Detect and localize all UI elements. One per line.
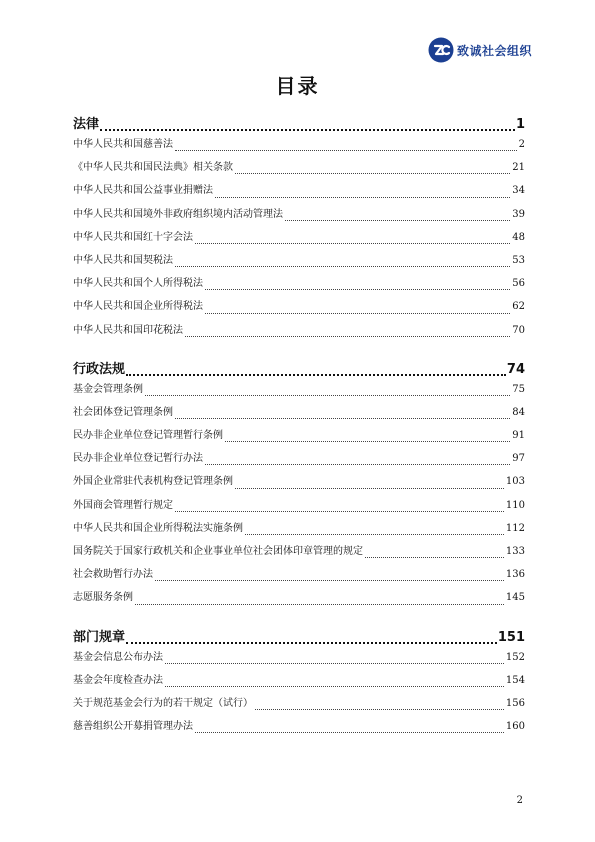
entry-title: 民办非企业单位登记暂行办法 xyxy=(73,453,203,465)
toc-entry[interactable] xyxy=(73,472,525,495)
entry-title: 基金会管理条例 xyxy=(73,383,143,395)
leader-dots xyxy=(255,709,504,710)
leader-dots xyxy=(215,197,510,198)
toc-entry[interactable] xyxy=(73,542,525,565)
entry-page: 75 xyxy=(512,383,525,395)
leader-dots xyxy=(205,313,510,314)
section-page: 74 xyxy=(506,361,525,377)
table-of-contents xyxy=(73,113,525,740)
leader-dots xyxy=(195,243,510,244)
section-page: 151 xyxy=(497,629,525,645)
entry-title: 中华人民共和国印花税法 xyxy=(73,324,183,336)
entry-title: 中华人民共和国企业所得税法 xyxy=(73,301,203,313)
toc-entry[interactable] xyxy=(73,426,525,449)
page-title: 目录 xyxy=(275,74,320,98)
leader-dots xyxy=(165,686,504,687)
entry-title: 中华人民共和国红十字会法 xyxy=(73,231,193,243)
entry-title: 志愿服务条例 xyxy=(73,592,133,604)
leader-dots xyxy=(165,663,504,664)
toc-section-heading[interactable] xyxy=(73,626,525,648)
leader-dots xyxy=(126,642,497,644)
entry-page: 154 xyxy=(505,674,525,686)
zc-logo-icon xyxy=(428,37,454,63)
toc-entry[interactable] xyxy=(73,496,525,519)
leader-dots xyxy=(205,289,510,290)
entry-page: 53 xyxy=(512,254,525,266)
toc-entry[interactable] xyxy=(73,519,525,542)
entry-title: 社会救助暂行办法 xyxy=(73,569,153,581)
toc-section-heading[interactable] xyxy=(73,358,525,380)
entry-page: 48 xyxy=(512,231,525,243)
toc-entry[interactable] xyxy=(73,274,525,297)
section-title: 法律 xyxy=(73,117,100,132)
entry-page: 160 xyxy=(505,721,525,733)
entry-page: 110 xyxy=(505,499,525,511)
toc-entry[interactable] xyxy=(73,694,525,717)
entry-page: 84 xyxy=(512,406,525,418)
entry-page: 152 xyxy=(505,651,525,663)
entry-page: 34 xyxy=(512,185,525,197)
section-gap xyxy=(73,344,525,358)
page-number: 2 xyxy=(516,795,523,806)
section-page: 1 xyxy=(515,117,525,132)
leader-dots xyxy=(245,534,504,535)
toc-entry[interactable] xyxy=(73,403,525,426)
leader-dots xyxy=(235,488,504,489)
entry-page: 156 xyxy=(505,697,525,709)
entry-title: 中华人民共和国企业所得税法实施条例 xyxy=(73,522,243,534)
section-title: 部门规章 xyxy=(73,629,126,645)
leader-dots xyxy=(185,336,510,337)
leader-dots xyxy=(235,173,510,174)
leader-dots xyxy=(225,441,510,442)
entry-title: 中华人民共和国公益事业捐赠法 xyxy=(73,185,213,197)
toc-entry[interactable] xyxy=(73,228,525,251)
entry-page: 62 xyxy=(512,301,525,313)
leader-dots xyxy=(365,557,504,558)
leader-dots xyxy=(195,732,504,733)
leader-dots xyxy=(285,220,510,221)
leader-dots xyxy=(205,464,510,465)
toc-entry[interactable] xyxy=(73,449,525,472)
header-logo xyxy=(428,36,532,64)
leader-dots xyxy=(100,129,515,131)
entry-title: 关于规范基金会行为的若干规定（试行） xyxy=(73,697,253,709)
entry-title: 中华人民共和国慈善法 xyxy=(73,139,173,150)
entry-page: 133 xyxy=(505,546,525,557)
leader-dots xyxy=(155,580,504,581)
entry-page: 91 xyxy=(512,430,525,442)
entry-title: 基金会信息公布办法 xyxy=(73,651,163,663)
entry-title: 中华人民共和国个人所得税法 xyxy=(73,278,203,290)
toc-entry[interactable] xyxy=(73,648,525,671)
entry-title: 国务院关于国家行政机关和企业事业单位社会团体印章管理的规定 xyxy=(73,546,363,557)
logo-text: 致诚社会组织 xyxy=(457,43,533,58)
entry-page: 39 xyxy=(512,208,525,220)
entry-title: 外国商会管理暂行规定 xyxy=(73,499,173,511)
entry-title: 慈善组织公开募捐管理办法 xyxy=(73,721,193,733)
toc-entry[interactable] xyxy=(73,588,525,611)
entry-title: 民办非企业单位登记管理暂行条例 xyxy=(73,430,223,442)
entry-page: 21 xyxy=(512,162,525,174)
leader-dots xyxy=(175,266,510,267)
entry-page: 2 xyxy=(518,139,525,150)
toc-entry[interactable] xyxy=(73,158,525,181)
leader-dots xyxy=(145,395,510,396)
entry-title: 中华人民共和国契税法 xyxy=(73,254,173,266)
section-title: 行政法规 xyxy=(73,361,126,377)
toc-entry[interactable] xyxy=(73,671,525,694)
entry-page: 112 xyxy=(505,522,525,534)
leader-dots xyxy=(175,150,517,151)
entry-page: 56 xyxy=(512,278,525,290)
toc-entry[interactable] xyxy=(73,297,525,320)
entry-title: 《中华人民共和国民法典》相关条款 xyxy=(73,162,233,174)
entry-page: 103 xyxy=(505,476,525,488)
leader-dots xyxy=(135,604,504,605)
entry-page: 136 xyxy=(505,569,525,581)
toc-entry[interactable] xyxy=(73,717,525,740)
entry-title: 外国企业常驻代表机构登记管理条例 xyxy=(73,476,233,488)
entry-page: 145 xyxy=(505,592,525,604)
entry-page: 70 xyxy=(512,324,525,336)
entry-page: 97 xyxy=(512,453,525,465)
leader-dots xyxy=(126,374,506,376)
toc-entry[interactable] xyxy=(73,251,525,274)
toc-entry[interactable] xyxy=(73,321,525,344)
leader-dots xyxy=(175,511,504,512)
section-gap xyxy=(73,612,525,626)
toc-entry[interactable] xyxy=(73,181,525,204)
entry-title: 基金会年度检查办法 xyxy=(73,674,163,686)
toc-entry[interactable] xyxy=(73,205,525,228)
entry-title: 社会团体登记管理条例 xyxy=(73,406,173,418)
toc-entry[interactable] xyxy=(73,565,525,588)
toc-section-heading[interactable] xyxy=(73,113,525,135)
toc-entry[interactable] xyxy=(73,380,525,403)
entry-title: 中华人民共和国境外非政府组织境内活动管理法 xyxy=(73,208,283,220)
leader-dots xyxy=(175,418,510,419)
toc-entry[interactable] xyxy=(73,135,525,158)
